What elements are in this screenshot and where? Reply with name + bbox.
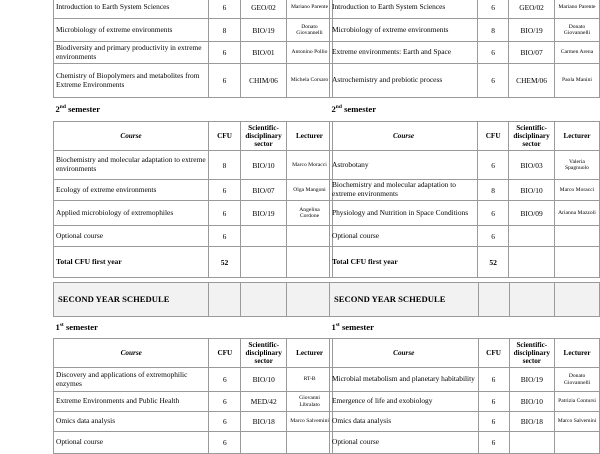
header-sector: Scientific-disciplinary sector (509, 122, 555, 151)
course-name: Microbiology of extreme environments (330, 19, 478, 42)
course-cfu: 6 (209, 42, 241, 64)
course-name: Omics data analysis (54, 412, 209, 432)
header-course: Course (330, 122, 478, 151)
table-row (54, 0, 333, 19)
course-lecturer (287, 432, 333, 454)
right-schedule (329, 0, 600, 447)
course-sector: MED/42 (241, 392, 287, 412)
course-sector: BIO/03 (509, 151, 555, 180)
table-row (330, 368, 600, 392)
course-cfu: 6 (478, 0, 509, 19)
course-sector: BIO/07 (509, 42, 555, 64)
course-name: Extreme Environments and Public Health (54, 392, 209, 412)
header-cfu: CFU (478, 122, 509, 151)
course-sector: BIO/19 (241, 201, 287, 226)
header-sector: Scientific-disciplinary sector (241, 122, 287, 151)
course-sector: BIO/01 (241, 42, 287, 64)
course-lecturer: Donato Giovannelli (555, 368, 600, 392)
course-sector (241, 432, 287, 454)
course-name: Applied microbiology of extremophiles (54, 201, 209, 226)
course-lecturer: Mariano Parente (287, 0, 333, 19)
course-name: Biochemistry and molecular adaptation to extreme environments (54, 151, 209, 180)
course-lecturer: Paola Manini (554, 64, 599, 98)
header-lecturer: Lecturer (287, 339, 333, 368)
course-lecturer: Mariano Parente (554, 0, 599, 19)
course-name: Introduction to Earth System Sciences (54, 0, 209, 19)
table-row (54, 201, 333, 226)
course-name: Optional course (54, 432, 209, 454)
course-lecturer: Antonino Pollio (287, 42, 333, 64)
course-lecturer (555, 432, 600, 454)
course-sector: GEO/02 (509, 0, 555, 19)
course-lecturer: Marco Salvemini (287, 412, 333, 432)
course-cfu: 6 (478, 151, 509, 180)
course-sector: GEO/02 (241, 0, 287, 19)
table-row (330, 432, 600, 454)
total-row (54, 247, 333, 278)
course-cfu: 6 (478, 64, 509, 98)
table-row (330, 412, 600, 432)
course-lecturer: Valeria Spagnuolo (554, 151, 599, 180)
course-name: Ecology of extreme environments (54, 180, 209, 201)
course-name: Biodiversity and primary productivity in extreme environments (54, 42, 209, 64)
table-row (54, 392, 333, 412)
left-second-year-table (53, 282, 333, 454)
course-sector: CHIM/06 (241, 64, 287, 98)
table-row (54, 151, 333, 180)
course-cfu: 6 (209, 432, 241, 454)
table-header-row (54, 339, 333, 368)
table-row (54, 180, 333, 201)
course-name: Microbiology of extreme environments (54, 19, 209, 42)
course-name: Omics data analysis (330, 412, 479, 432)
header-course: Course (330, 339, 479, 368)
header-sector: Scientific-disciplinary sector (509, 339, 555, 368)
course-cfu: 8 (478, 180, 509, 201)
total-label: Total CFU first year (54, 247, 209, 278)
course-sector: BIO/09 (509, 201, 555, 226)
course-name: Biochemistry and molecular adaptation to extreme environments (330, 180, 478, 201)
course-name: Discovery and applications of extremophilic enzymes (54, 368, 209, 392)
course-sector: BIO/19 (509, 368, 555, 392)
table-row (330, 151, 600, 180)
table-row (330, 201, 600, 226)
course-lecturer: Donato Giovannelli (287, 19, 333, 42)
course-name: Microbial metabolism and planetary habitability (330, 368, 479, 392)
second-year-title-row (54, 283, 333, 317)
course-cfu: 6 (209, 226, 241, 247)
table-row (54, 432, 333, 454)
second-year-title: SECOND YEAR SCHEDULE (54, 283, 209, 317)
table-row (54, 42, 333, 64)
header-course: Course (54, 122, 209, 151)
course-lecturer: Giovanni Libralato (287, 392, 333, 412)
course-cfu: 6 (478, 42, 509, 64)
table-row (330, 226, 600, 247)
table-row (54, 64, 333, 98)
course-cfu: 6 (478, 432, 509, 454)
header-sector: Scientific-disciplinary sector (241, 339, 287, 368)
second-year-title-row (330, 283, 600, 317)
header-cfu: CFU (478, 339, 509, 368)
semester-1-heading: 1st semester (54, 317, 333, 339)
course-sector: BIO/10 (509, 180, 555, 201)
table-row (54, 19, 333, 42)
course-name: Astrochemistry and prebiotic process (330, 64, 478, 98)
course-cfu: 8 (478, 19, 509, 42)
course-cfu: 6 (478, 201, 509, 226)
table-header-row (330, 339, 600, 368)
course-sector: BIO/07 (241, 180, 287, 201)
course-name: Optional course (330, 226, 478, 247)
second-year-title: SECOND YEAR SCHEDULE (330, 283, 479, 317)
course-lecturer (287, 226, 333, 247)
course-name: Chemistry of Biopolymers and metabolites from Extreme Environments (54, 64, 209, 98)
course-lecturer: Michela Corsaro (287, 64, 333, 98)
header-lecturer: Lecturer (554, 122, 599, 151)
course-name: Optional course (54, 226, 209, 247)
table-row (330, 19, 600, 42)
total-value: 52 (209, 247, 241, 278)
semester-2-heading: 2nd semester (330, 98, 600, 122)
course-sector: BIO/10 (241, 151, 287, 180)
course-sector: BIO/10 (241, 368, 287, 392)
course-name: Astrobotany (330, 151, 478, 180)
total-value: 52 (478, 247, 509, 278)
table-row (54, 412, 333, 432)
table-row (330, 64, 600, 98)
semester-2-heading: 2nd semester (54, 98, 333, 122)
header-cfu: CFU (209, 339, 241, 368)
total-row (330, 247, 600, 278)
table-row (330, 0, 600, 19)
table-header-row (330, 122, 600, 151)
course-lecturer: Angelina Cordone (287, 201, 333, 226)
semester-1-heading: 1st semester (330, 317, 600, 339)
course-cfu: 6 (209, 412, 241, 432)
header-lecturer: Lecturer (555, 339, 600, 368)
right-first-year-table (329, 0, 600, 278)
course-name: Extreme environments: Earth and Space (330, 42, 478, 64)
course-lecturer: Arianna Mazzoli (554, 201, 599, 226)
total-label: Total CFU first year (330, 247, 478, 278)
table-row (330, 42, 600, 64)
course-cfu: 6 (209, 180, 241, 201)
table-header-row (54, 122, 333, 151)
course-cfu: 6 (478, 412, 509, 432)
left-schedule (53, 0, 333, 447)
course-cfu: 6 (478, 226, 509, 247)
course-sector (509, 432, 555, 454)
table-row (330, 392, 600, 412)
header-lecturer: Lecturer (287, 122, 333, 151)
left-first-year-table (53, 0, 333, 278)
course-sector (241, 226, 287, 247)
course-name: Emergence of life and exobiology (330, 392, 479, 412)
course-sector: BIO/19 (241, 19, 287, 42)
course-lecturer: RT-B (287, 368, 333, 392)
course-lecturer: Marco Moracci (287, 151, 333, 180)
course-sector: CHEM/06 (509, 64, 555, 98)
table-row (54, 226, 333, 247)
course-cfu: 8 (209, 151, 241, 180)
course-sector: BIO/18 (509, 412, 555, 432)
course-name: Introduction to Earth System Sciences (330, 0, 478, 19)
course-lecturer: Marco Moracci (554, 180, 599, 201)
course-sector: BIO/19 (509, 19, 555, 42)
course-lecturer: Olga Mangoni (287, 180, 333, 201)
course-lecturer: Patrizia Contursi (555, 392, 600, 412)
header-cfu: CFU (209, 122, 241, 151)
table-row (330, 180, 600, 201)
course-cfu: 6 (209, 201, 241, 226)
course-cfu: 6 (209, 392, 241, 412)
course-lecturer (554, 226, 599, 247)
course-cfu: 8 (209, 19, 241, 42)
course-cfu: 6 (209, 368, 241, 392)
course-lecturer: Marco Salvemini (555, 412, 600, 432)
course-cfu: 6 (478, 392, 509, 412)
course-sector: BIO/18 (241, 412, 287, 432)
course-lecturer: Carmen Arena (554, 42, 599, 64)
course-cfu: 6 (209, 64, 241, 98)
course-lecturer: Donato Giovannelli (554, 19, 599, 42)
header-course: Course (54, 339, 209, 368)
course-name: Optional course (330, 432, 479, 454)
course-sector (509, 226, 555, 247)
right-second-year-table (329, 282, 600, 454)
course-name: Physiology and Nutrition in Space Conditions (330, 201, 478, 226)
course-sector: BIO/10 (509, 392, 555, 412)
course-cfu: 6 (209, 0, 241, 19)
course-cfu: 6 (478, 368, 509, 392)
table-row (54, 368, 333, 392)
